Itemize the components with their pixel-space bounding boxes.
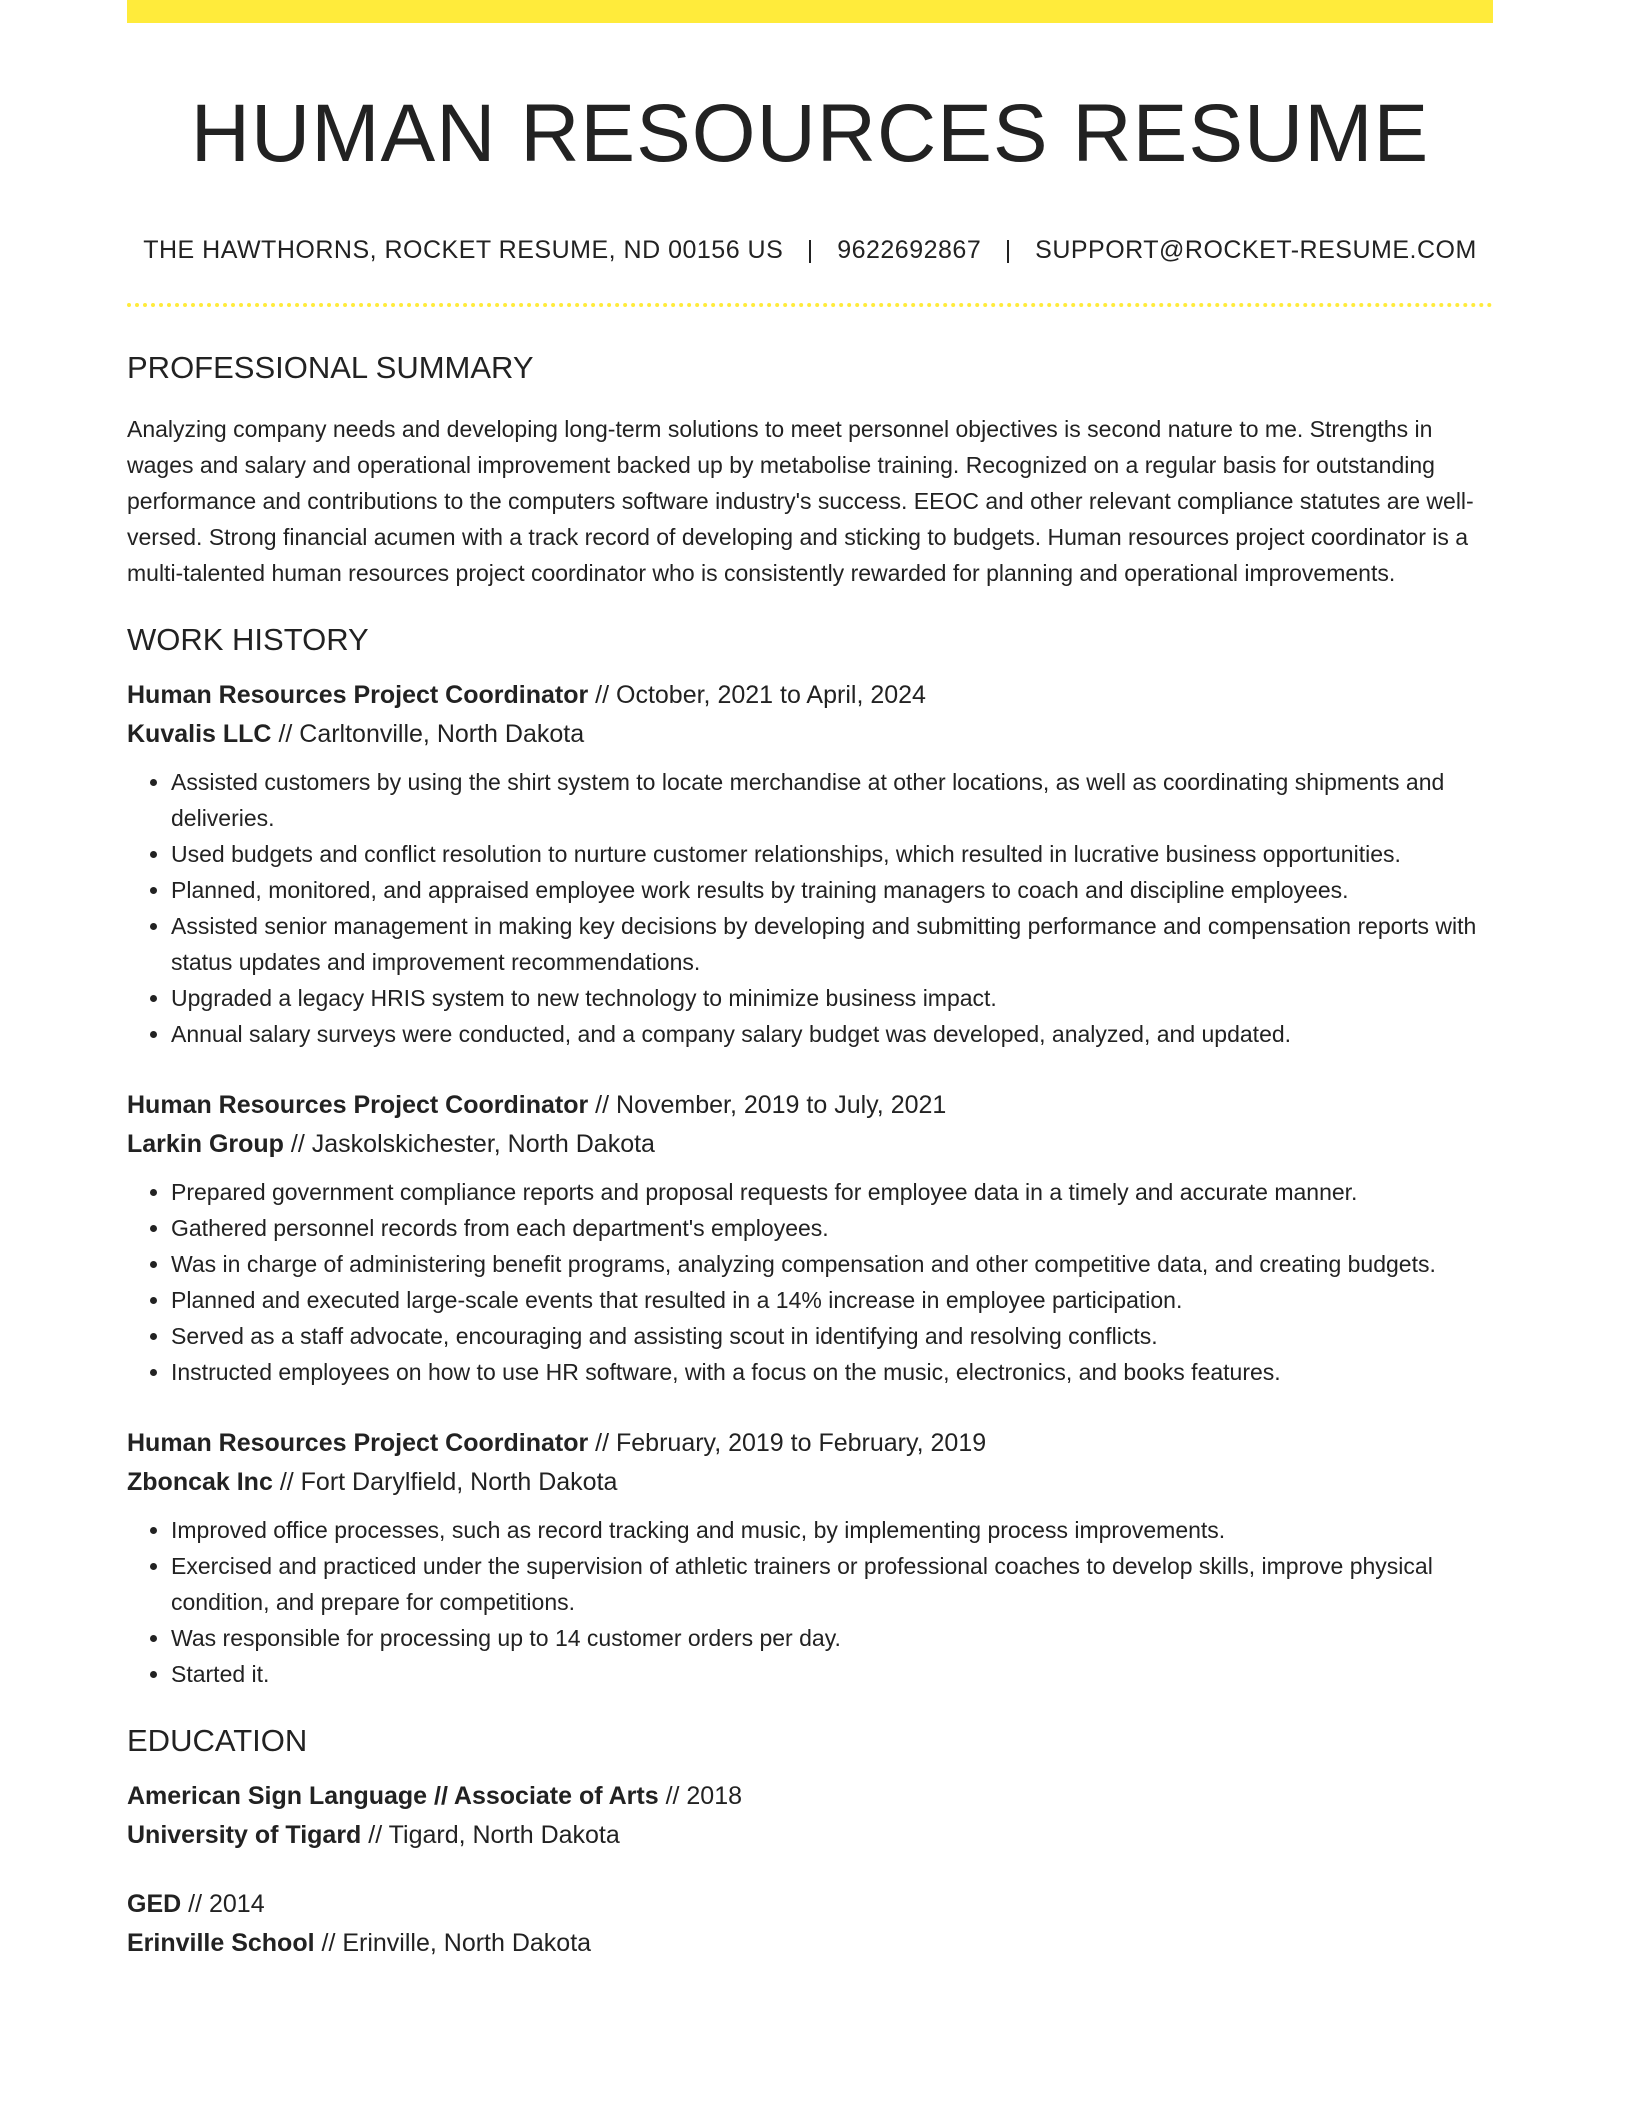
job-bullet: • Annual salary surveys were conducted, and a company salary budget was developed, analyzed, and updated.	[171, 1016, 1493, 1052]
education-heading: EDUCATION	[127, 1722, 308, 1758]
job-bullet: • Instructed employees on how to use HR software, with a focus on the music, electronics, and books features.	[171, 1354, 1493, 1390]
job-title: Human Resources Project Coordinator	[127, 1090, 589, 1119]
job-bullets	[127, 1512, 1493, 1692]
job-bullet: • Used budgets and conflict resolution to nurture customer relationships, which resulted in lucrative business opportunities.	[171, 836, 1493, 872]
degree-name: American Sign Language // Associate of Arts	[127, 1781, 659, 1810]
job-bullet: • Assisted senior management in making key decisions by developing and submitting performance and compensation reports with status updates and improvement recommendations.	[171, 908, 1493, 980]
degree-name: GED	[127, 1889, 182, 1918]
resume-title: HUMAN RESOURCES RESUME	[190, 88, 1430, 179]
job-bullet: • Prepared government compliance reports and proposal requests for employee data in a timely and accurate manner.	[171, 1174, 1493, 1210]
school-line	[127, 1924, 1493, 1963]
job-dates: // November, 2019 to July, 2021	[595, 1090, 947, 1119]
resume-page	[127, 0, 1493, 1963]
education-entry	[127, 1885, 1493, 1963]
job-title-line	[127, 1086, 1493, 1125]
job-bullets	[127, 764, 1493, 1052]
spacer	[127, 1052, 1493, 1086]
job-bullet: • Assisted customers by using the shirt system to locate merchandise at other locations, as well as coordinating shipments and deliveries.	[171, 764, 1493, 836]
job-bullet: • Was in charge of administering benefit programs, analyzing compensation and other competitive data, and creating budgets.	[171, 1246, 1493, 1282]
summary-heading: PROFESSIONAL SUMMARY	[127, 350, 534, 386]
company-line	[127, 1463, 1493, 1502]
school-location: // Erinville, North Dakota	[321, 1928, 592, 1957]
job-bullet: • Served as a staff advocate, encouraging and assisting scout in identifying and resolving conflicts.	[171, 1318, 1493, 1354]
company-line	[127, 1125, 1493, 1164]
school-location: // Tigard, North Dakota	[368, 1820, 620, 1849]
job-bullet: • Planned, monitored, and appraised employee work results by training managers to coach and discipline employees.	[171, 872, 1493, 908]
contact-separator: |	[806, 236, 814, 265]
dotted-divider	[127, 303, 1493, 307]
job-entry	[127, 1424, 1493, 1692]
summary-text: Analyzing company needs and developing long-term solutions to meet personnel objectives is second nature to me. Strengths in wages and salary and operational improvement backed up by metabolise training. Recognized on a regular basis for outstanding performance and contributions to the computers software industry's success. EEOC and other relevant compliance statutes are well-versed. Strong financial acumen with a track record of developing and sticking to budgets. Human resources project coordinator is a multi-talented human resources project coordinator who is consistently rewarded for planning and operational improvements.	[127, 415, 1474, 586]
job-bullets	[127, 1174, 1493, 1390]
education-entry	[127, 1777, 1493, 1855]
job-title: Human Resources Project Coordinator	[127, 1428, 589, 1457]
work-history-heading: WORK HISTORY	[127, 621, 369, 657]
job-dates: // February, 2019 to February, 2019	[595, 1428, 987, 1457]
job-bullet: • Gathered personnel records from each department's employees.	[171, 1210, 1493, 1246]
job-title-line	[127, 676, 1493, 715]
school-name: Erinville School	[127, 1928, 315, 1957]
job-title: Human Resources Project Coordinator	[127, 680, 589, 709]
company-name: Kuvalis LLC	[127, 719, 272, 748]
job-bullet: • Started it.	[171, 1656, 1493, 1692]
degree-line	[127, 1885, 1493, 1924]
job-entry	[127, 1086, 1493, 1390]
company-location: // Jaskolskichester, North Dakota	[290, 1129, 655, 1158]
job-bullet: • Planned and executed large-scale events that resulted in a 14% increase in employee participation.	[171, 1282, 1493, 1318]
degree-year: // 2018	[665, 1781, 743, 1810]
company-line	[127, 715, 1493, 754]
accent-top-bar	[127, 0, 1493, 23]
school-line	[127, 1816, 1493, 1855]
job-entry	[127, 676, 1493, 1052]
job-bullet: • Upgraded a legacy HRIS system to new technology to minimize business impact.	[171, 980, 1493, 1016]
company-name: Larkin Group	[127, 1129, 284, 1158]
company-location: // Fort Darylfield, North Dakota	[279, 1467, 618, 1496]
job-dates: // October, 2021 to April, 2024	[595, 680, 926, 709]
company-name: Zboncak Inc	[127, 1467, 273, 1496]
job-title-line	[127, 1424, 1493, 1463]
contact-line	[127, 235, 1493, 265]
job-bullet: • Was responsible for processing up to 14 customer orders per day.	[171, 1620, 1493, 1656]
school-name: University of Tigard	[127, 1820, 362, 1849]
job-bullet: • Exercised and practiced under the supervision of athletic trainers or professional coaches to develop skills, improve physical condition, and prepare for competitions.	[171, 1548, 1493, 1620]
degree-year: // 2014	[188, 1889, 265, 1918]
job-bullet: • Improved office processes, such as record tracking and music, by implementing process improvements.	[171, 1512, 1493, 1548]
company-location: // Carltonville, North Dakota	[278, 719, 585, 748]
phone-text: 9622692867	[837, 236, 982, 265]
email-text: SUPPORT@ROCKET-RESUME.COM	[1035, 236, 1477, 265]
degree-line	[127, 1777, 1493, 1816]
spacer	[127, 1390, 1493, 1424]
address-text: THE HAWTHORNS, ROCKET RESUME, ND 00156 US	[143, 236, 784, 265]
contact-separator: |	[1004, 236, 1012, 265]
